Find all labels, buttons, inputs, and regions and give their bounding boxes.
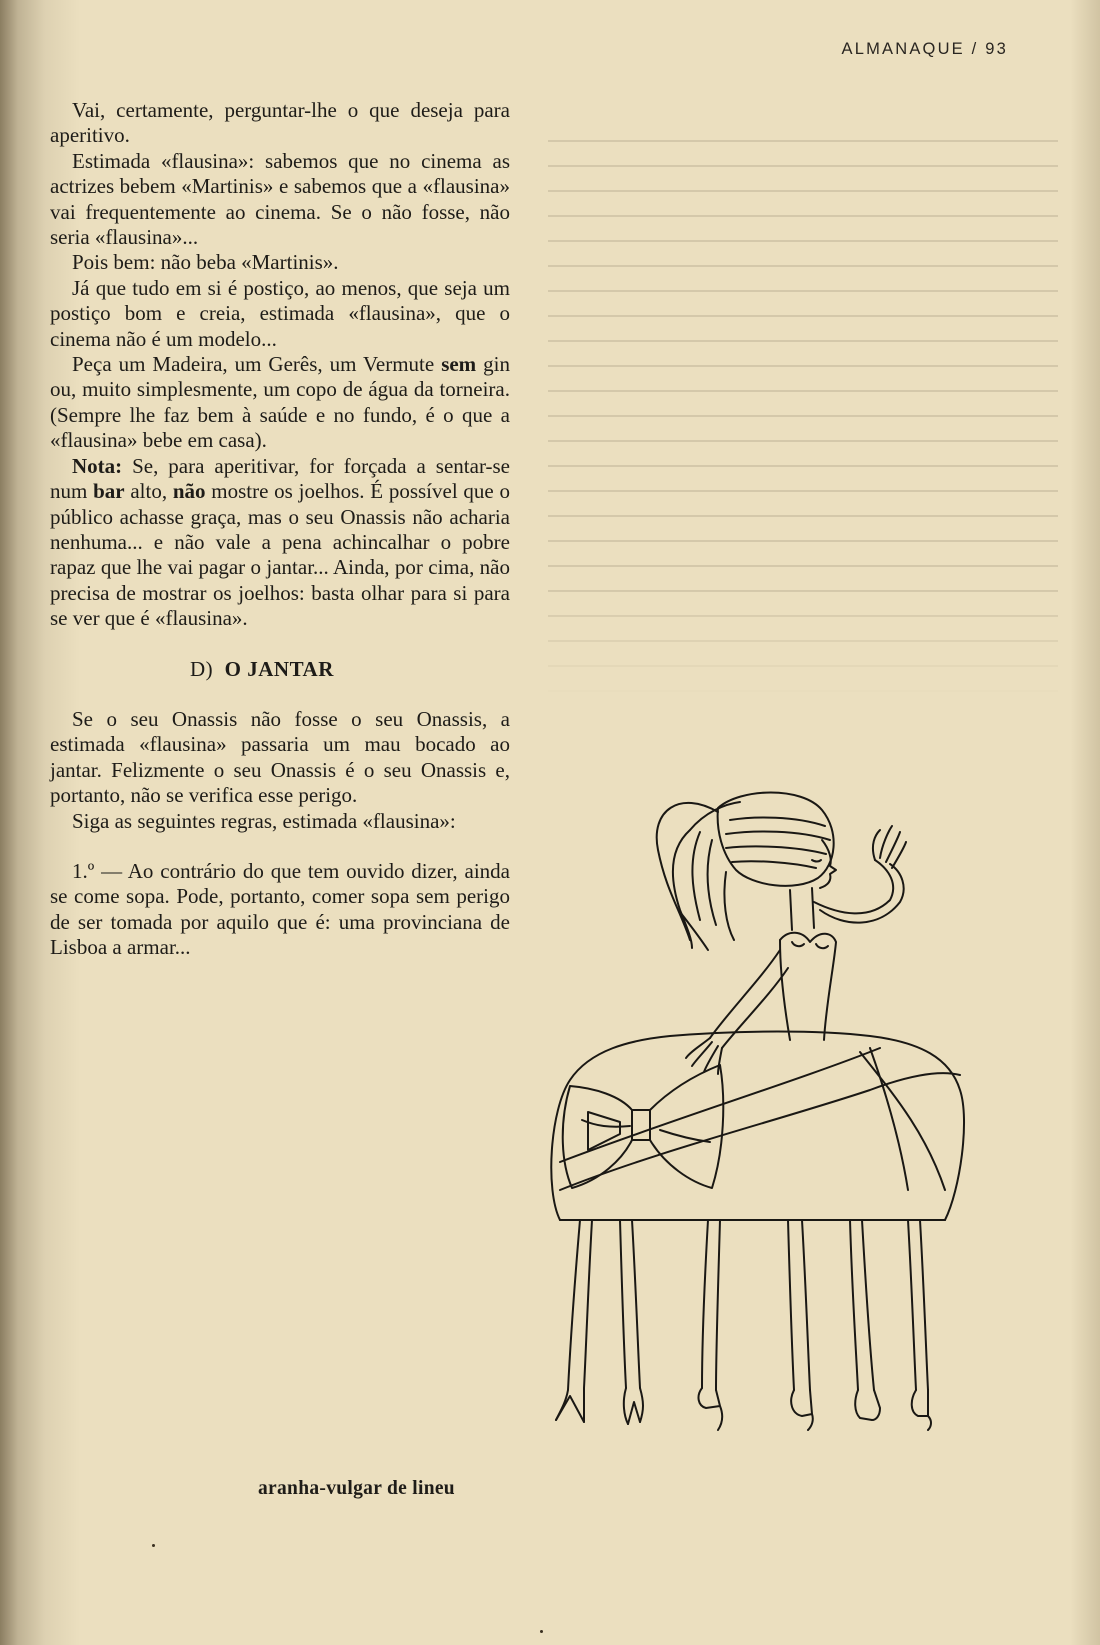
nota-label: Nota: bbox=[72, 453, 123, 478]
paragraph-martinis: Estimada «flausina»: sabemos que no cinema as actrizes bebem «Martinis» e sabemos que a «flausina» vai frequentemente ao cinema. Se o não fosse, não seria «flausina»... bbox=[50, 148, 510, 250]
bold-word: não bbox=[172, 479, 206, 504]
text-span: Peça um Madeira, um Gerês, um Vermute bbox=[72, 352, 435, 377]
text-span: alto, bbox=[130, 479, 168, 504]
paragraph-regras: Siga as seguintes regras, estimada «flausina»: bbox=[72, 808, 456, 833]
paragraph-nota bbox=[50, 454, 510, 632]
spider-woman-illustration bbox=[540, 790, 1010, 1510]
paragraph-postico: Já que tudo em si é postiço, ao menos, que seja um postiço bom e creia, estimada «flausina», que o cinema não é um modelo... bbox=[50, 275, 510, 351]
text-span: gin ou, muito simplesmente, um copo de água da torneira. (Sempre lhe faz bem à saúde e no fundo, é o que a «flausina» bebe em casa). bbox=[50, 352, 511, 453]
bold-word: bar bbox=[93, 479, 125, 504]
spacer bbox=[50, 834, 510, 859]
illustration-caption: aranha-vulgar de lineu bbox=[258, 1478, 455, 1499]
show-through-text bbox=[548, 140, 1058, 700]
section-letter: D) bbox=[190, 656, 214, 681]
paragraph-aperitivo: Vai, certamente, perguntar-lhe o que deseja para aperitivo. bbox=[50, 98, 510, 148]
paragraph-jantar: Se o seu Onassis não fosse o seu Onassis, a estimada «flausina» passaria um mau bocado ao jantar. Felizmente o seu Onassis é o seu Onassis e, portanto, não se verifica esse perigo. bbox=[50, 706, 510, 808]
running-head: ALMANAQUE / 93 bbox=[841, 40, 1008, 58]
text-column bbox=[50, 98, 510, 961]
print-speck bbox=[152, 1544, 155, 1547]
bold-word: sem bbox=[441, 352, 477, 377]
print-speck bbox=[540, 1630, 543, 1633]
text-span: mostre os joelhos. É possível que o público achasse graça, mas o seu Onassis não acharia nenhuma... e não vale a pena achincalhar o pobre rapaz que lhe vai pagar o jantar... Ainda, por cima, não precisa de mostrar os joelhos: basta olhar para si para se ver que é «flausina». bbox=[50, 479, 510, 631]
section-heading bbox=[50, 657, 510, 682]
paragraph-rule-1: 1.º — Ao contrário do que tem ouvido dizer, ainda se come sopa. Pode, portanto, comer sopa sem perigo de ser tomada por aquilo que é: uma provinciana de Lisboa a armar... bbox=[50, 858, 510, 960]
paragraph-madeira bbox=[50, 352, 510, 454]
paragraph-pois-bem: Pois bem: não beba «Martinis». bbox=[72, 250, 339, 275]
text-span: Se, para aperitivar, for forçada a sentar-se num bbox=[50, 453, 510, 504]
section-title: O JANTAR bbox=[224, 656, 334, 681]
